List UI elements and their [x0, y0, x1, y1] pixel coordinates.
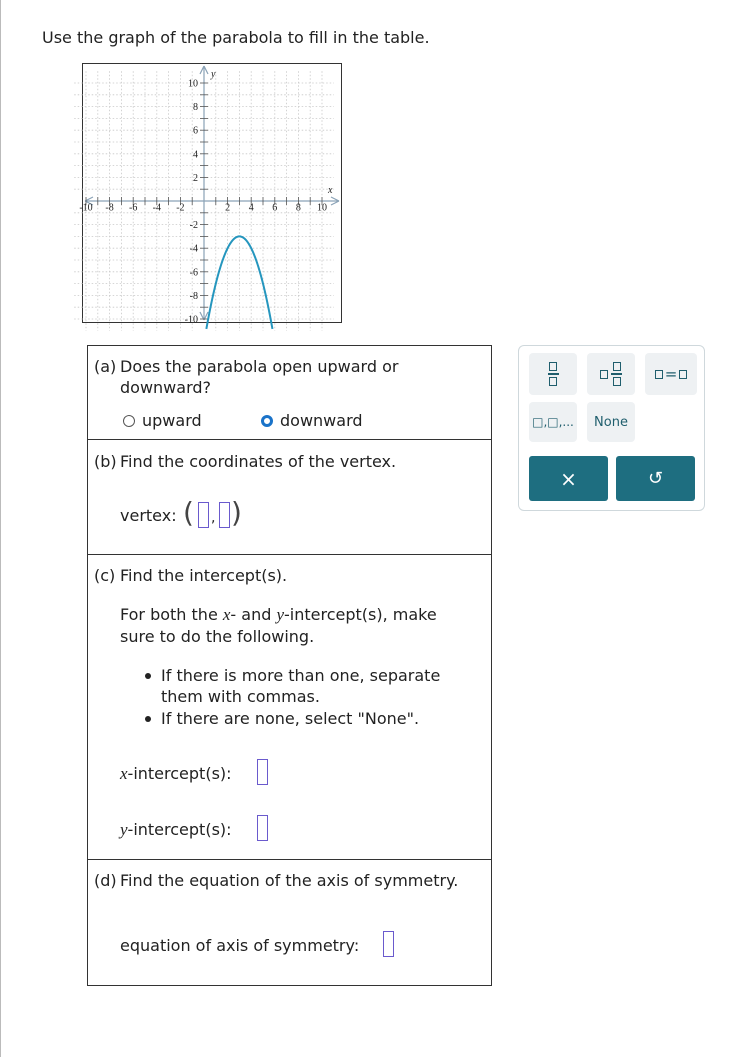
undo-icon: ↺	[647, 468, 664, 489]
y-tick-label: -2	[189, 220, 198, 232]
x-intercept-var: x	[120, 764, 128, 783]
fraction-key[interactable]	[529, 353, 577, 395]
bullet-1-line2: them with commas.	[161, 687, 320, 706]
clear-button[interactable]	[529, 456, 608, 501]
x-intercept-row	[120, 763, 232, 784]
y-intercept-label: -intercept(s):	[127, 820, 232, 839]
y-tick-label: 2	[193, 172, 198, 184]
part-b-section	[88, 440, 491, 555]
x-intercept-input[interactable]	[257, 759, 268, 785]
vertex-close-paren: )	[231, 496, 242, 529]
part-c-label: (c)	[94, 566, 116, 585]
part-a-question-line1: Does the parabola open upward or	[120, 357, 399, 376]
y-tick-label: 6	[193, 125, 198, 137]
y-tick-label: -4	[189, 243, 198, 255]
part-b-label: (b)	[94, 452, 117, 471]
part-d-section	[88, 860, 491, 985]
vertex-y-input[interactable]	[219, 502, 230, 528]
instr-y-var: y	[276, 605, 285, 624]
bullet-2: If there are none, select "None".	[161, 709, 420, 728]
upward-radio[interactable]	[123, 415, 135, 427]
downward-option[interactable]	[258, 410, 388, 432]
graph-svg	[79, 64, 341, 326]
part-c-instruction-line2: sure to do the following.	[120, 627, 315, 646]
part-c-section	[88, 555, 491, 860]
part-d-label: (d)	[94, 871, 117, 890]
none-key[interactable]: None	[587, 402, 635, 442]
instr-mid: - and	[230, 605, 277, 624]
y-tick-label: -10	[184, 314, 198, 326]
downward-label: downward	[280, 411, 363, 430]
bullet-dot-1	[145, 673, 151, 679]
y-tick-label: 4	[193, 149, 198, 161]
y-tick-label: 8	[193, 102, 198, 114]
upward-label: upward	[142, 411, 202, 430]
downward-radio[interactable]	[261, 415, 273, 427]
bullet-dot-2	[145, 716, 151, 722]
x-tick-label: -2	[176, 202, 185, 214]
math-keypad	[518, 345, 705, 511]
parabola-graph	[79, 63, 342, 326]
mixed-number-key[interactable]	[587, 353, 635, 395]
vertex-label: vertex:	[120, 506, 177, 525]
part-a-question-line2: downward?	[120, 378, 212, 397]
question-table	[87, 345, 492, 986]
axis-of-symmetry-input[interactable]	[383, 931, 394, 957]
vertex-comma: ,	[211, 510, 216, 526]
instr-pre: For both the	[120, 605, 223, 624]
y-intercept-input[interactable]	[257, 815, 268, 841]
list-key[interactable]: □,□,...	[529, 402, 577, 442]
y-tick-label: -6	[189, 267, 198, 279]
x-intercept-label: -intercept(s):	[127, 764, 232, 783]
x-tick-label: -8	[105, 202, 114, 214]
x-tick-label: 4	[248, 202, 254, 214]
instruction-text: Use the graph of the parabola to fill in the table.	[42, 28, 430, 47]
page-left-border	[0, 0, 1, 1057]
bullet-1-line1: If there is more than one, separate	[161, 666, 441, 685]
close-icon: ×	[560, 466, 577, 491]
x-axis-label: x	[328, 185, 333, 196]
axis-of-symmetry-label: equation of axis of symmetry:	[120, 936, 360, 955]
vertex-open-paren: (	[183, 496, 194, 529]
x-tick-label: 6	[272, 202, 278, 214]
upward-option[interactable]	[120, 410, 240, 432]
y-axis-label: y	[211, 69, 216, 80]
part-a-label: (a)	[94, 357, 117, 376]
part-c-instruction-line1	[120, 604, 437, 625]
y-intercept-var: y	[120, 820, 128, 839]
x-tick-label: 10	[317, 202, 327, 214]
part-d-question: Find the equation of the axis of symmetry.	[120, 871, 459, 890]
x-tick-label: 8	[295, 202, 301, 214]
part-c-question: Find the intercept(s).	[120, 566, 288, 585]
undo-button[interactable]	[616, 456, 695, 501]
y-intercept-row	[120, 819, 232, 840]
y-tick-label: 10	[188, 78, 198, 90]
x-tick-label: -6	[129, 202, 138, 214]
x-tick-label: -4	[152, 202, 161, 214]
instr-x-var: x	[222, 605, 231, 624]
vertex-x-input[interactable]	[198, 502, 209, 528]
y-tick-label: -8	[189, 290, 198, 302]
x-tick-label: -10	[79, 202, 93, 214]
instr-post: -intercept(s), make	[284, 605, 437, 624]
part-b-question: Find the coordinates of the vertex.	[120, 452, 397, 471]
x-tick-label: 2	[225, 202, 231, 214]
equals-key[interactable]: =	[645, 353, 697, 395]
part-a-section	[88, 346, 491, 440]
